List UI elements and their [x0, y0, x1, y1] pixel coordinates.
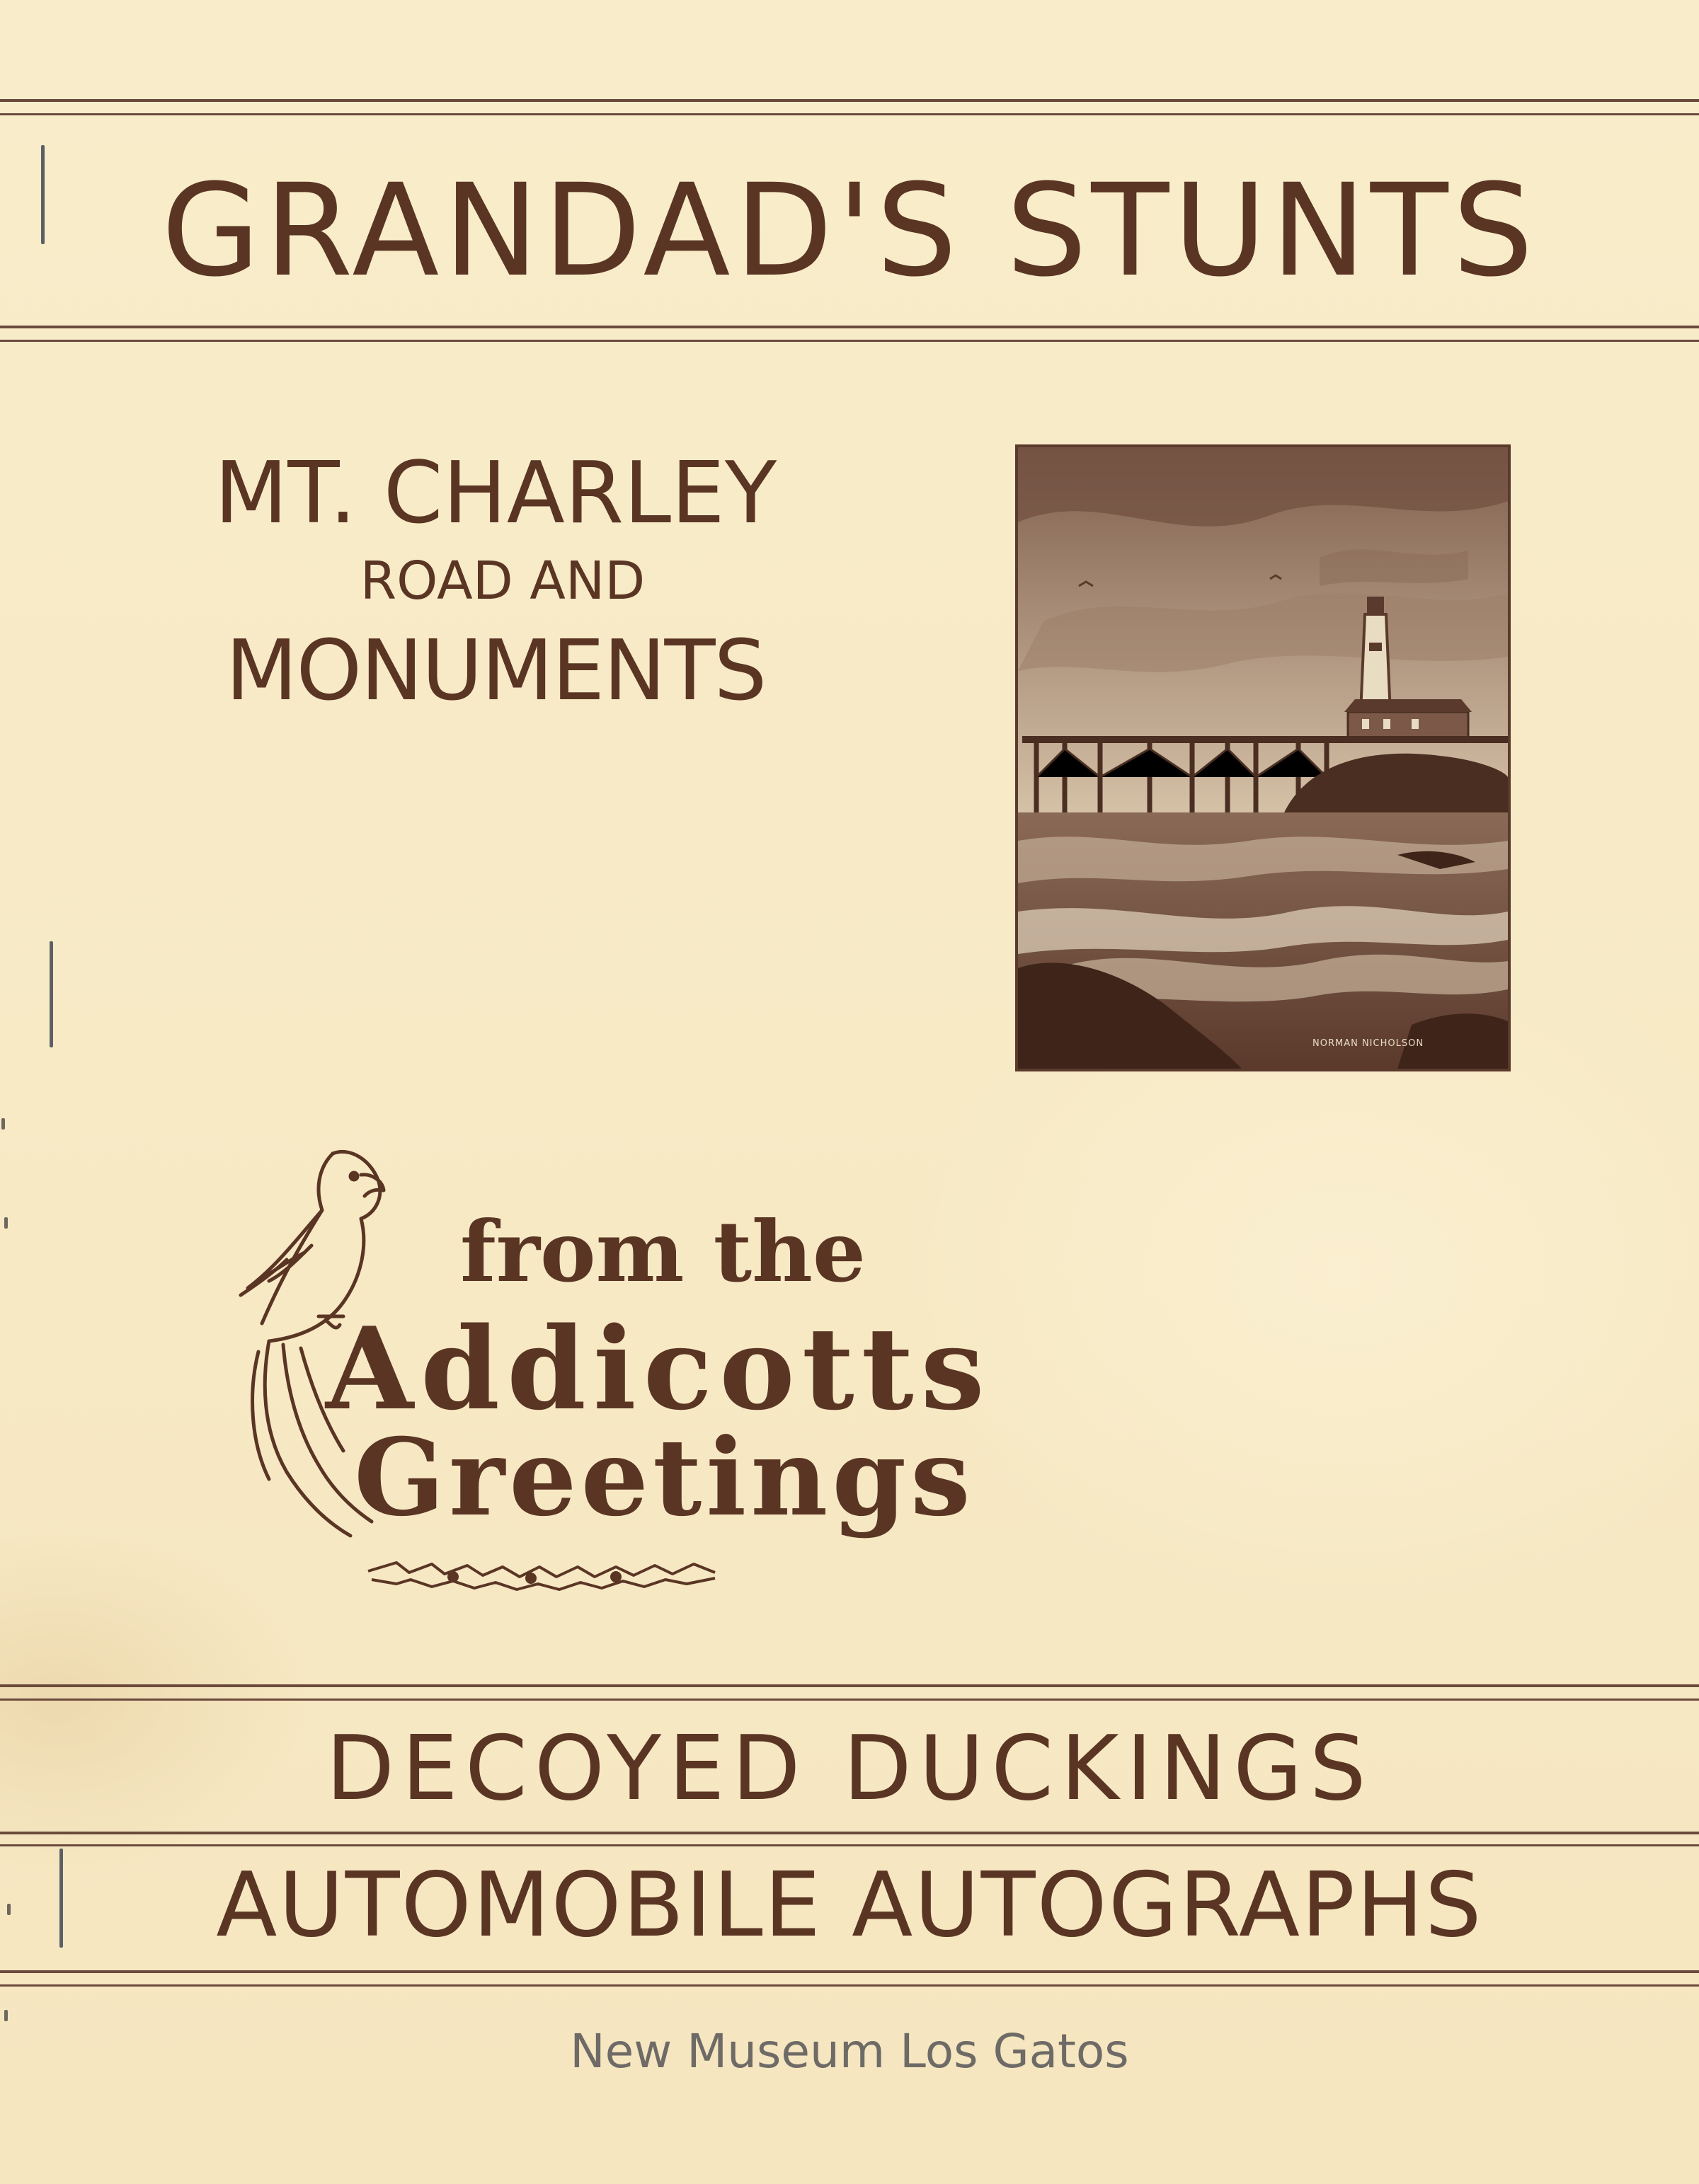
bottom-rule-1-upper — [0, 1684, 1699, 1687]
bottom-rule-3-upper — [0, 1970, 1699, 1973]
title-rule-lower — [0, 340, 1699, 342]
binding-mark — [1, 1118, 5, 1130]
addicotts-greeting-illustration — [219, 1139, 992, 1621]
greeting-line-1: from the — [460, 1202, 866, 1301]
staple-middle — [50, 941, 53, 1047]
greeting-line-3: Greetings — [354, 1415, 975, 1540]
subtitle-line-2: ROAD AND — [360, 551, 646, 611]
museum-credit: New Museum Los Gatos — [570, 2024, 1129, 2079]
top-rule-lower — [0, 113, 1699, 115]
top-rule-upper — [0, 99, 1699, 102]
greeting-line-2: Addicotts — [326, 1302, 992, 1435]
automobile-autographs-heading: AUTOMOBILE AUTOGRAPHS — [216, 1853, 1483, 1957]
subtitle-line-1: MT. CHARLEY — [214, 444, 777, 543]
binding-mark — [4, 1217, 8, 1229]
bottom-rule-1-lower — [0, 1699, 1699, 1701]
staple-bottom — [59, 1849, 63, 1948]
bottom-rule-3-lower — [0, 1984, 1699, 1987]
cover-title: GRANDAD'S STUNTS — [161, 157, 1538, 305]
bottom-rule-2-upper — [0, 1832, 1699, 1834]
decoyed-duckings-heading: DECOYED DUCKINGS — [326, 1716, 1373, 1820]
holly-garland-icon — [368, 1563, 715, 1590]
title-rule-upper — [0, 326, 1699, 328]
svg-text:NORMAN NICHOLSON: NORMAN NICHOLSON — [1312, 1038, 1424, 1049]
binding-mark — [7, 1904, 11, 1915]
bottom-rule-2-lower — [0, 1844, 1699, 1846]
binding-mark — [4, 2010, 8, 2021]
staple-top — [41, 145, 45, 244]
subtitle-line-3: MONUMENTS — [225, 621, 766, 719]
lighthouse-and-pier-illustration — [1015, 444, 1511, 1071]
